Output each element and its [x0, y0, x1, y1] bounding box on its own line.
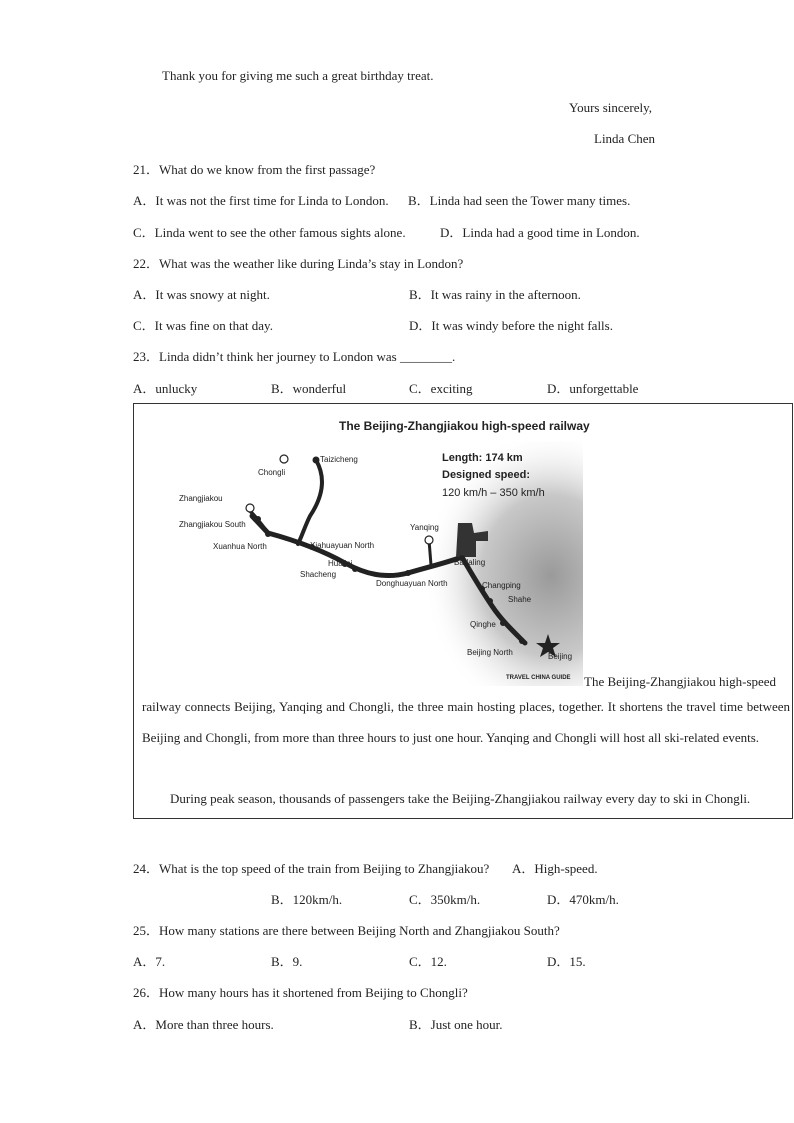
map-designed-speed-value: 120 km/h – 350 km/h [442, 487, 545, 499]
option-23-a[interactable]: A．unlucky [133, 381, 198, 396]
station-marker-zhangjiakou [246, 504, 254, 512]
option-21-b[interactable]: B．Linda had seen the Tower many times. [408, 193, 631, 208]
station-marker-yanqing [425, 536, 433, 544]
label-badaling: Badaling [454, 558, 486, 567]
question-23: 23．Linda didn’t think her journey to London was ________. [133, 349, 456, 364]
passage-inline-text: The Beijing-Zhangjiakou high-speed [584, 674, 777, 689]
option-24-d[interactable]: D．470km/h. [547, 892, 619, 907]
question-24: 24．What is the top speed of the train from Beijing to Zhangjiakou? [133, 861, 490, 876]
letter-signature: Linda Chen [594, 131, 656, 146]
option-23-c[interactable]: C．exciting [409, 381, 473, 396]
label-zhangjiakou: Zhangjiakou [179, 494, 223, 503]
option-23-b[interactable]: B．wonderful [271, 381, 347, 396]
option-22-d[interactable]: D．It was windy before the night falls. [409, 318, 613, 333]
label-chongli: Chongli [258, 468, 286, 477]
label-donghuayuan-north: Donghuayuan North [376, 579, 448, 588]
option-26-b[interactable]: B．Just one hour. [409, 1017, 503, 1032]
station-marker-xuanhua-north [265, 531, 271, 537]
option-25-a[interactable]: A．7. [133, 954, 166, 969]
letter-closing-line: Thank you for giving me such a great birthday treat. [162, 68, 434, 83]
label-changping: Changping [482, 581, 521, 590]
option-25-b[interactable]: B．9. [271, 954, 303, 969]
question-21: 21．What do we know from the first passage? [133, 162, 376, 177]
station-marker-donghuayuan-north [405, 570, 411, 576]
option-21-a[interactable]: A．It was not the first time for Linda to London. [133, 193, 389, 208]
passage-paragraph-2: During peak season, thousands of passengers take the Beijing-Zhangjiakou railway every day to ski in Chongli. [170, 791, 751, 806]
passage-paragraph-1: railway connects Beijing, Yanqing and Chongli, the three main hosting places, together. It shortens the travel time between Beijing and Chongli, from more than three hours to just one hour. Yanqing and Chongli will host all ski-related events. [142, 699, 790, 745]
question-25: 25．How many stations are there between Beijing North and Zhangjiakou South? [133, 923, 560, 938]
railway-map [170, 441, 583, 686]
label-beijing-north: Beijing North [467, 648, 513, 657]
label-huailai: Huailai [328, 559, 353, 568]
label-yanqing: Yanqing [410, 523, 439, 532]
label-shahe: Shahe [508, 595, 532, 604]
station-marker-zhangjiakou-south [255, 516, 261, 522]
option-22-b[interactable]: B．It was rainy in the afternoon. [409, 287, 581, 302]
map-designed-speed-label: Designed speed: [442, 469, 531, 481]
option-24-a[interactable]: A．High-speed. [512, 861, 598, 876]
option-24-c[interactable]: C．350km/h. [409, 892, 481, 907]
station-marker-beijing-north [519, 638, 525, 644]
map-credit: TRAVEL CHINA GUIDE [506, 675, 571, 681]
label-shacheng: Shacheng [300, 570, 337, 579]
question-26: 26．How many hours has it shortened from Beijing to Chongli? [133, 985, 468, 1000]
station-marker-huailai [352, 566, 358, 572]
option-22-c[interactable]: C．It was fine on that day. [133, 318, 273, 333]
option-21-d[interactable]: D．Linda had a good time in London. [440, 225, 640, 240]
option-21-c[interactable]: C．Linda went to see the other famous sights alone. [133, 225, 406, 240]
station-marker-taizicheng [313, 457, 320, 464]
branch-line-taizicheng [298, 460, 322, 544]
label-zhangjiakou-south: Zhangjiakou South [179, 520, 246, 529]
option-24-b[interactable]: B．120km/h. [271, 892, 343, 907]
label-xuanhua-north: Xuanhua North [213, 542, 267, 551]
station-marker-qinghe [500, 620, 506, 626]
label-taizicheng: Taizicheng [320, 455, 358, 464]
option-25-d[interactable]: D．15. [547, 954, 586, 969]
label-qinghe: Qinghe [470, 620, 496, 629]
option-22-a[interactable]: A．It was snowy at night. [133, 287, 270, 302]
station-marker-shahe [487, 598, 493, 604]
letter-sign-off: Yours sincerely, [569, 100, 653, 115]
railway-map-graphic [170, 441, 583, 686]
label-beijing: Beijing [548, 652, 573, 661]
option-25-c[interactable]: C．12. [409, 954, 447, 969]
passage-title: The Beijing-Zhangjiakou high-speed railway [339, 419, 590, 433]
map-length: Length: 174 km [442, 452, 523, 464]
station-marker-chongli [280, 455, 288, 463]
question-22: 22．What was the weather like during Linda’s stay in London? [133, 256, 464, 271]
label-xiahuayuan-north: Xiahuayuan North [310, 541, 375, 550]
option-23-d[interactable]: D．unforgettable [547, 381, 639, 396]
option-26-a[interactable]: A．More than three hours. [133, 1017, 274, 1032]
